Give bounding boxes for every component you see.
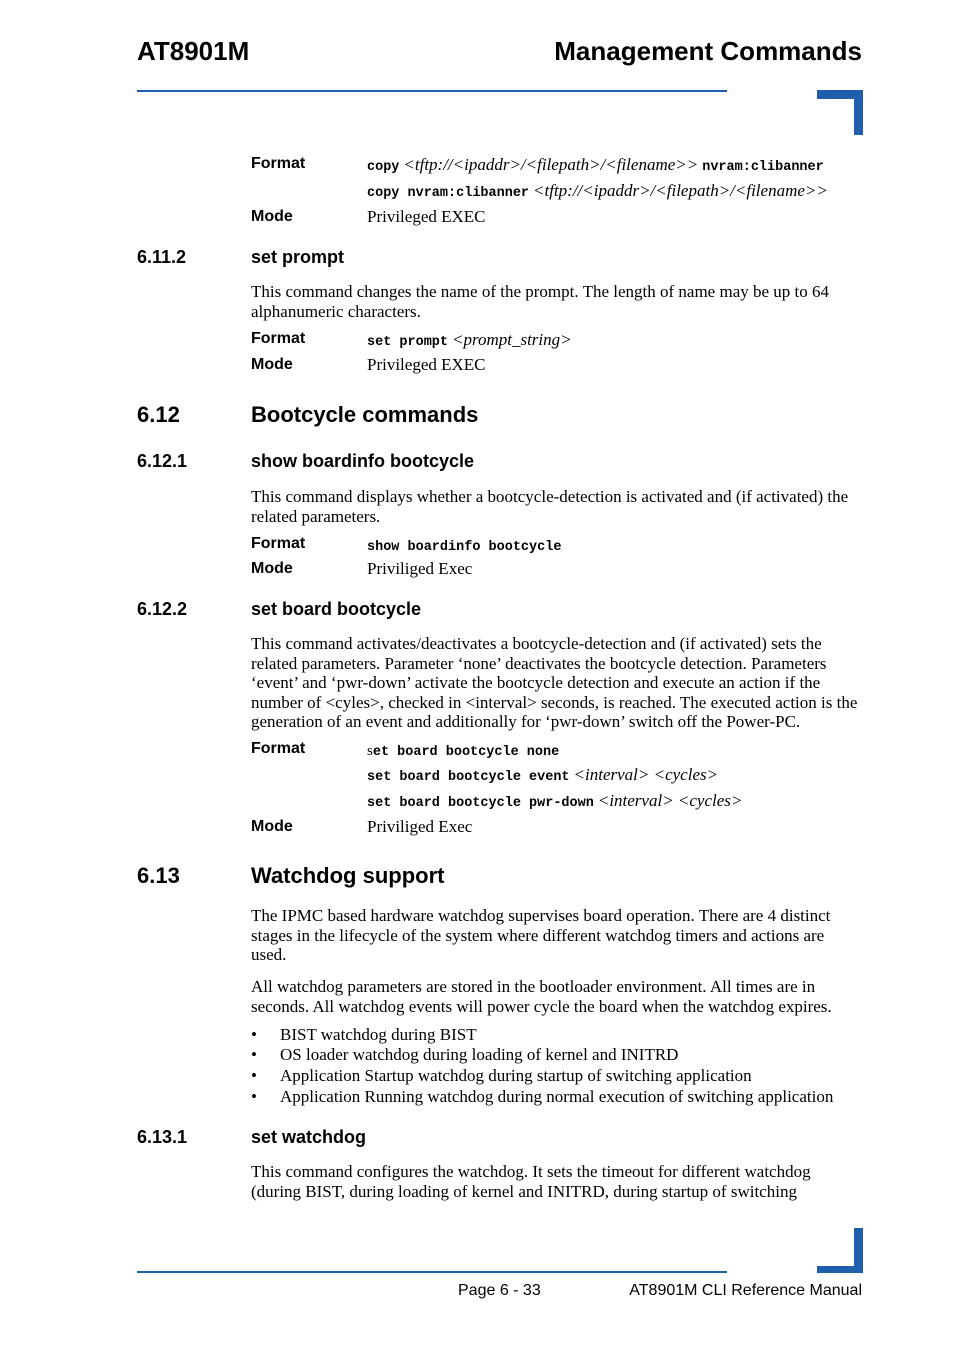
command-text: nvram:clibanner bbox=[702, 160, 824, 175]
header-rule bbox=[137, 90, 727, 92]
section-title: set prompt bbox=[251, 247, 345, 267]
section-number: 6.12.1 bbox=[137, 451, 188, 471]
footer-manual-title: AT8901M CLI Reference Manual bbox=[629, 1282, 862, 1299]
mode-value: Priviliged Exec bbox=[367, 817, 473, 836]
argument-text: <interval> <cycles> bbox=[597, 791, 743, 810]
list-item-text: Application Startup watchdog during startup of switching application bbox=[280, 1066, 752, 1085]
footer-rule bbox=[137, 1271, 727, 1273]
mode-label: Mode bbox=[251, 356, 293, 373]
format-line bbox=[367, 155, 824, 175]
mode-value: Priviliged Exec bbox=[367, 559, 473, 578]
mode-value: Privileged EXEC bbox=[367, 207, 486, 226]
command-text: copy nvram:clibanner bbox=[367, 186, 530, 201]
section-description: This command changes the name of the prompt. The length of name may be up to 64 alphanumeric characters. bbox=[251, 282, 830, 321]
format-label: Format bbox=[251, 155, 306, 172]
command-first-letter: s bbox=[367, 743, 373, 759]
section-title: show boardinfo bootcycle bbox=[251, 451, 475, 471]
list-item: • Application Running watchdog during normal execution of switching application bbox=[251, 1087, 834, 1106]
section-description: This command configures the watchdog. It sets the timeout for different watchdog (during BIST, during loading of kernel and INITRD, during startup of switching bbox=[251, 1162, 811, 1201]
format-label: Format bbox=[251, 330, 306, 347]
command-text: et board bootcycle none bbox=[372, 745, 560, 760]
format-line bbox=[367, 765, 718, 785]
list-item-text: BIST watchdog during BIST bbox=[280, 1025, 477, 1044]
section-paragraph: All watchdog parameters are stored in the bootloader environment. All times are in seconds. All watchdog events will power cycle the board when the watchdog expires. bbox=[251, 977, 832, 1016]
section-description: This command displays whether a bootcycle-detection is activated and (if activated) the related parameters. bbox=[251, 487, 849, 526]
argument-text: <prompt_string> bbox=[452, 330, 572, 349]
argument-text: <interval> <cycles> bbox=[573, 765, 719, 784]
header-product: AT8901M bbox=[137, 36, 250, 66]
header-corner-bracket bbox=[817, 90, 863, 135]
section-number: 6.13.1 bbox=[137, 1127, 188, 1147]
list-item-text: OS loader watchdog during loading of kernel and INITRD bbox=[280, 1045, 679, 1064]
section-title: set board bootcycle bbox=[251, 599, 422, 619]
header-chapter: Management Commands bbox=[554, 36, 862, 66]
format-line bbox=[367, 181, 828, 201]
section-number: 6.13 bbox=[137, 863, 180, 888]
section-number: 6.12.2 bbox=[137, 599, 188, 619]
command-text: show boardinfo bootcycle bbox=[367, 540, 562, 555]
list-item: • Application Startup watchdog during startup of switching application bbox=[251, 1066, 752, 1085]
mode-label: Mode bbox=[251, 208, 293, 225]
format-line bbox=[367, 330, 572, 350]
section-title: Bootcycle commands bbox=[251, 402, 479, 427]
command-text: set board bootcycle event bbox=[367, 770, 570, 785]
argument-text: <tftp://<ipaddr>/<filepath>/<filename>> bbox=[533, 181, 828, 200]
section-number: 6.12 bbox=[137, 402, 180, 427]
mode-label: Mode bbox=[251, 560, 293, 577]
format-line bbox=[367, 791, 742, 811]
argument-text: <tftp://<ipaddr>/<filepath>/<filename>> bbox=[403, 155, 699, 174]
format-label: Format bbox=[251, 740, 306, 757]
mode-label: Mode bbox=[251, 818, 293, 835]
section-title: Watchdog support bbox=[251, 863, 445, 888]
section-paragraph: The IPMC based hardware watchdog supervises board operation. There are 4 distinct stages in the lifecycle of the system where different watchdog timers and actions are used. bbox=[251, 906, 831, 964]
format-label: Format bbox=[251, 535, 306, 552]
list-item: • OS loader watchdog during loading of kernel and INITRD bbox=[251, 1045, 679, 1064]
command-text: set prompt bbox=[367, 335, 449, 350]
section-title: set watchdog bbox=[251, 1127, 367, 1147]
format-line bbox=[367, 742, 559, 760]
list-item-text: Application Running watchdog during normal execution of switching application bbox=[280, 1087, 834, 1106]
section-number: 6.11.2 bbox=[137, 247, 187, 267]
section-description: This command activates/deactivates a bootcycle-detection and (if activated) sets the related parameters. Parameter ‘none’ deactivates the bootcycle detection. Parameters ‘event’ and ‘pwr-down’ activate the bootcycle detection and execute an action if the number of <cyles>, checked in <interval> seconds, is reached. The executed action is the generation of an event and additionally for ‘pwr-down’ switch off the Power-PC. bbox=[251, 634, 858, 731]
footer-page-number: Page 6 - 33 bbox=[458, 1282, 541, 1299]
list-item: • BIST watchdog during BIST bbox=[251, 1025, 477, 1044]
command-text: set board bootcycle pwr-down bbox=[367, 796, 594, 811]
footer-corner-bracket-base bbox=[817, 1266, 863, 1273]
mode-value: Privileged EXEC bbox=[367, 355, 486, 374]
format-line bbox=[367, 537, 561, 555]
command-text: copy bbox=[367, 160, 400, 175]
